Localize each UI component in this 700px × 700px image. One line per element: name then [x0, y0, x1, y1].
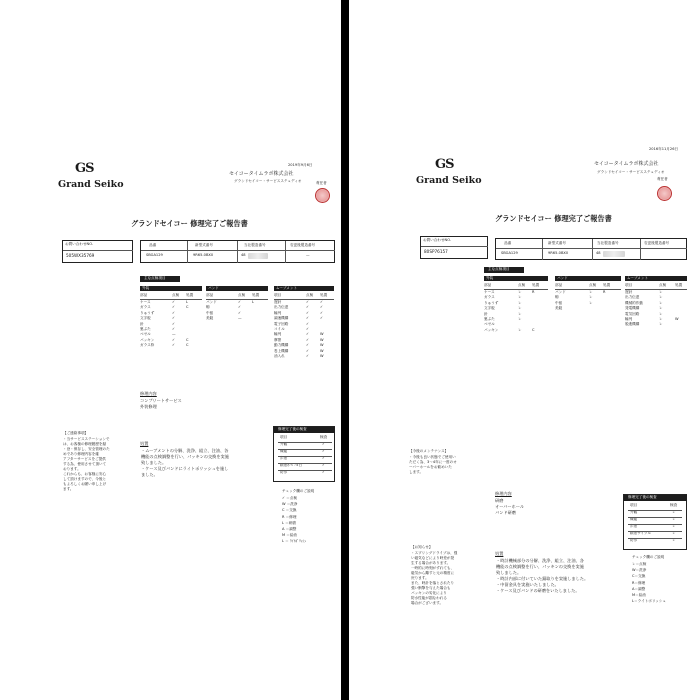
table-row-label: ガラス枠	[140, 343, 155, 348]
treatment-line: ・時計機械部分の分解、洗浄、組立、注油、各	[496, 558, 584, 563]
table-header: 項目	[625, 283, 633, 287]
table-row-mark: レ	[589, 300, 593, 305]
table-row-label: コイル	[274, 327, 285, 331]
contact-line: は、お客様の修理履歴を録	[63, 442, 107, 446]
table-row-mark: C	[186, 337, 189, 342]
inquiry-number: 505WX35769	[66, 253, 95, 258]
final-inspection-header	[274, 427, 335, 433]
table-row-label: 文字板	[484, 306, 495, 311]
legend-item: C＝交換	[632, 574, 646, 579]
table-row-mark: W	[320, 354, 324, 358]
final-row-mark: レ	[672, 517, 676, 521]
table-row-label: 駒	[206, 305, 210, 310]
treatment-line: 致しました。	[496, 570, 522, 575]
company-name: セイコータイムラボ株式会社	[229, 171, 294, 177]
contact-line: これからも、お客様に安心	[63, 472, 107, 476]
exterior-title: 外装	[142, 286, 150, 290]
legend-item: W＝洗浄	[632, 568, 647, 573]
table-row-mark: レ	[518, 300, 522, 305]
company-subtitle: グランドセイコー・サービスステュディオ	[597, 170, 665, 174]
notice-line: 戻ります。	[411, 576, 429, 580]
table-row-mark: W	[320, 337, 324, 342]
table-row-label: 裏ぶた	[484, 317, 495, 321]
legend-item: A ＝調整	[282, 527, 297, 531]
movement-title: ムーブメント	[276, 286, 298, 290]
final-inspection-table	[623, 494, 687, 550]
treatment-line: ・ムーブメントの分解、洗浄、組立、注油、各	[141, 448, 229, 453]
final-row-label: 精度サイクル	[630, 531, 652, 535]
report-date: 2016年11月26日	[649, 147, 679, 151]
table-row-mark: W	[675, 317, 679, 321]
table-header: 点検	[518, 283, 526, 287]
repair-line: 研磨	[495, 498, 504, 503]
redacted-serial	[603, 251, 625, 257]
legend-item: R＝修理	[632, 580, 646, 585]
notice-line: パッキンの劣化により	[411, 591, 447, 595]
caliber-number: 9R65-0BX0	[548, 251, 569, 255]
table-row-mark: W	[320, 348, 324, 353]
table-row-label: 遅針	[625, 290, 633, 294]
table-row-label: 針	[484, 311, 488, 316]
table-row-mark: レ	[589, 295, 593, 300]
table-row-mark: —	[172, 332, 176, 337]
contact-line: ます。	[63, 487, 74, 491]
table-row-label: 針	[140, 321, 144, 326]
section-header-bar	[484, 267, 524, 273]
final-row-mark: ✓	[322, 470, 326, 474]
grand-seiko-logo-mark: GS	[435, 157, 454, 172]
table-row-mark: C	[186, 305, 189, 310]
table-header: 処置	[186, 293, 194, 297]
table-row-mark: レ	[659, 317, 663, 321]
table-row-label: 裏ぶた	[140, 327, 151, 331]
table-row-mark: レ	[659, 322, 663, 327]
model-number: SBGA129	[501, 251, 518, 255]
notice-line: 磁気から離すと元の精度に	[411, 571, 455, 575]
notice-line: 強い衝撃を与えた場合も	[411, 586, 451, 590]
table-row-mark: ✓	[172, 300, 176, 304]
table-row-mark: ✓	[320, 316, 324, 321]
table-row-mark: レ	[659, 290, 663, 294]
notice-line: 生する場合があります。	[411, 561, 451, 565]
section-main-label: 主な点検項目	[144, 276, 166, 280]
table-row-label: 中留	[206, 310, 214, 315]
repair-line: 外装修理	[140, 404, 157, 409]
table-header: 点検	[172, 293, 180, 297]
notice-line: 一時的に時刻がずれても、	[411, 566, 455, 570]
treatment-line: ・時計内部に付いていた錆取りを実施しました。	[496, 576, 589, 581]
movement-title: ムーブメント	[627, 276, 649, 280]
band-header	[555, 276, 621, 281]
table-row-label: 動力機構	[274, 343, 289, 348]
table-row-mark: ✓	[306, 332, 310, 337]
caliber-number: 9R65-0BX0	[193, 253, 214, 257]
contact-line: めであり修理内容を確	[63, 452, 99, 456]
inquiry-box	[62, 240, 133, 263]
table-row-label: 遅針	[274, 300, 282, 304]
final-row-mark: レ	[672, 538, 676, 542]
product-info-table	[495, 238, 687, 260]
table-row-label: 中留	[555, 300, 563, 305]
table-row-label: ベゼル	[484, 322, 495, 327]
final-row-label: 歩度	[280, 456, 288, 460]
table-row-mark: レ	[659, 306, 663, 311]
table-row-mark: レ	[659, 300, 663, 305]
band-header	[206, 286, 268, 291]
company-subtitle: グランドセイコー・サービスステュディオ	[234, 179, 302, 183]
treatment-label: 処置	[495, 551, 504, 556]
exterior-header	[484, 276, 548, 281]
table-row-mark: ✓	[320, 300, 324, 304]
table-row-mark: ✓	[320, 305, 324, 310]
table-row-mark: L	[186, 300, 189, 304]
legend-item: M＝給油	[632, 593, 646, 597]
table-header: 処置	[603, 283, 611, 287]
seal-label: 責任者	[316, 181, 327, 185]
repair-content-label: 修理内容	[495, 491, 512, 496]
table-header: 項目	[274, 293, 282, 297]
final-row-mark: レ	[672, 510, 676, 514]
notice-line: い磁気などにより時差が発	[411, 556, 455, 560]
table-header: 処置	[532, 283, 540, 287]
movement-header	[274, 286, 334, 291]
inquiry-box	[420, 236, 488, 259]
table-row-mark: L	[252, 300, 255, 304]
info-header: 変更後製造番号	[290, 243, 316, 247]
legend-title: チェック欄のご説明	[282, 489, 315, 493]
table-header: 点検	[238, 293, 246, 297]
table-row-label: ガラス	[484, 295, 495, 300]
table-header: 処置	[252, 293, 260, 297]
contact-line: して頂けますので、今後と	[63, 477, 107, 481]
maintenance-title: 【今後のメンテナンス】	[409, 449, 449, 453]
table-header: 部品	[140, 293, 148, 297]
maintenance-line: ただく為、3〜4年に一度のオ	[409, 460, 457, 464]
treatment-line: 機能の点検調整を行い、パッキンの交換を実施	[496, 564, 584, 569]
table-row-label: 輪列	[274, 332, 282, 337]
table-row-label: 文字板	[140, 316, 151, 321]
table-row-mark: レ	[518, 306, 522, 311]
final-row-label: 外観	[630, 510, 638, 514]
info-header: 新型式番号	[195, 243, 213, 247]
table-row-label: 巻上機構	[274, 348, 289, 353]
table-header: 処置	[320, 293, 328, 297]
final-row-mark: ✓	[322, 449, 326, 453]
info-header: 当社製造番号	[597, 241, 619, 245]
table-row-label: 摩擦	[274, 337, 282, 342]
band-title: バンド	[208, 286, 219, 290]
treatment-label: 処置	[140, 441, 149, 446]
table-row-mark: レ	[659, 295, 663, 300]
table-header: 部品	[555, 283, 563, 287]
repair-content-label: 修理内容	[140, 391, 157, 396]
final-row-mark: レ	[672, 524, 676, 528]
table-row-mark: ✓	[172, 316, 176, 321]
table-row-label: 調速機構	[274, 316, 289, 321]
new-serial-number: —	[306, 253, 310, 257]
table-header: 点検	[306, 293, 314, 297]
table-row-mark: C	[186, 343, 189, 348]
legend-item: L ＝研磨	[282, 520, 296, 525]
table-row-mark: レ	[589, 290, 593, 294]
table-row-mark: ✓	[306, 348, 310, 353]
contact-line: ・登・保存し、安全管理のた	[63, 447, 110, 451]
table-row-mark: ✓	[172, 337, 176, 342]
divider	[341, 0, 349, 700]
legend-item: W ＝洗浄	[282, 502, 298, 507]
report-sheet-2016	[349, 0, 700, 700]
table-row-mark: R	[532, 290, 535, 294]
notice-line: ・スプリングドライブは、強	[411, 551, 458, 555]
repair-line: コンプリートサービス	[140, 398, 182, 403]
final-row-label: 防水	[630, 538, 638, 542]
table-header: 処置	[675, 283, 683, 287]
band-title: バンド	[557, 276, 568, 280]
contact-title: 【ご連絡事項】	[63, 431, 89, 435]
legend-item: L ＝ ﾗｲﾄﾎﾟﾘｯｼｭ	[282, 539, 307, 544]
table-row-label: 輪列	[274, 310, 282, 315]
table-row-mark: ✓	[238, 305, 242, 310]
table-row-label: ケース	[484, 290, 495, 294]
contact-line: する為、使用させて頂いて	[63, 462, 107, 466]
final-row-label: 精度ｵｰﾊﾞｰ5日	[280, 463, 303, 467]
table-row-mark: R	[603, 290, 606, 294]
table-row-mark: W	[320, 343, 324, 348]
final-header: 検査	[670, 503, 678, 507]
movement-header	[625, 276, 687, 281]
table-row-label: ガラス	[140, 305, 151, 310]
notice-title: 【お知らせ】	[411, 545, 433, 549]
table-row-mark: ✓	[306, 305, 310, 310]
product-info-table	[140, 240, 335, 263]
table-row-label: パッキン	[484, 327, 499, 332]
table-row-label: 輪列	[625, 317, 633, 321]
table-row-mark: ✓	[238, 300, 242, 304]
grand-seiko-logo-name: Grand Seiko	[416, 175, 482, 186]
table-row-mark: ✓	[306, 316, 310, 321]
table-row-label: 駒	[555, 295, 559, 300]
report-title: グランドセイコー 修理完了ご報告書	[131, 219, 248, 228]
table-row-mark: ✓	[320, 310, 324, 315]
exterior-header	[140, 286, 202, 291]
maintenance-line: します。	[409, 470, 424, 474]
table-row-mark: レ	[518, 295, 522, 300]
inquiry-label: お問い合わせNO.	[65, 242, 94, 246]
final-row-label: 外観	[280, 442, 288, 446]
table-row-mark: ✓	[172, 327, 176, 331]
grand-seiko-logo-mark: GS	[75, 161, 94, 176]
table-row-mark: ✓	[306, 310, 310, 315]
table-row-label: 油入れ	[274, 354, 285, 358]
final-inspection-header	[624, 495, 687, 501]
grand-seiko-logo-name: Grand Seiko	[58, 179, 124, 190]
table-row-label: 機械的作動	[625, 300, 643, 305]
maintenance-line: ーバーホールをお勧めいた	[409, 465, 452, 469]
treatment-line: ・ケース及びバンドにライトポリッシュを施し	[141, 466, 229, 471]
exterior-title: 外装	[486, 276, 494, 280]
legend-item: L＝ライトポリッシュ	[632, 599, 667, 604]
notice-line: 防水性能が損なわれる	[411, 596, 447, 600]
table-row-label: りゅうず	[484, 300, 499, 305]
seal-label: 責任者	[657, 177, 668, 181]
info-header: 品番	[149, 243, 157, 247]
info-header: 変更後製造番号	[644, 241, 670, 245]
notice-line: また、時計を落とされたり	[411, 581, 455, 585]
responsible-seal-stamp	[657, 186, 672, 201]
report-title: グランドセイコー 修理完了ご報告書	[495, 214, 612, 223]
table-row-mark: ✓	[172, 310, 176, 315]
final-row-mark: ✓	[322, 463, 326, 467]
info-header: 品番	[504, 241, 512, 245]
table-row-label: 美錠	[555, 306, 563, 311]
final-row-label: 機能	[280, 449, 288, 453]
responsible-seal-stamp	[315, 188, 330, 203]
table-row-label: りゅうず	[140, 310, 155, 315]
final-inspection-title: 修理完了後の検査	[628, 495, 657, 499]
inquiry-number: 80SP76157	[424, 249, 448, 254]
table-header: 点検	[659, 283, 667, 287]
table-row-mark: レ	[518, 327, 522, 332]
model-number: SBGA129	[146, 253, 163, 257]
table-row-label: 電子回路	[274, 321, 289, 326]
table-row-mark: ✓	[172, 343, 176, 348]
table-header: 部品	[206, 293, 214, 297]
table-row-label: 出力伝達	[625, 295, 640, 300]
table-row-label: 美錠	[206, 316, 214, 321]
table-row-mark: ✓	[306, 300, 310, 304]
contact-line: もよろしくお願い申し上げ	[63, 482, 107, 486]
legend-item: R ＝修理	[282, 514, 297, 519]
section-main-label: 主な点検項目	[488, 267, 510, 271]
treatment-line: 致しました。	[141, 460, 167, 465]
treatment-line: ました。	[141, 472, 158, 477]
table-row-mark: ✓	[306, 337, 310, 342]
final-row-label: 機能	[630, 517, 638, 521]
legend-item: M ＝給油	[282, 533, 298, 538]
final-inspection-table	[273, 426, 335, 482]
report-date: 2019年9月6日	[288, 163, 313, 167]
legend-item: C ＝交換	[282, 508, 297, 513]
table-row-label: バンド	[555, 290, 566, 294]
final-header: 項目	[280, 435, 288, 439]
legend-item: レ＝点検	[632, 562, 647, 566]
final-row-mark: ✓	[322, 442, 326, 446]
redacted-serial	[248, 253, 268, 259]
table-row-mark: —	[238, 316, 242, 321]
table-row-mark: ✓	[172, 305, 176, 310]
final-row-mark: レ	[672, 531, 676, 535]
info-header: 新型式番号	[548, 241, 566, 245]
table-row-mark: ✓	[306, 343, 310, 348]
final-row-label: 歩度	[630, 524, 638, 528]
contact-line: アフターサービスをご提供	[63, 457, 106, 461]
legend-item: ✓ ＝点検	[282, 496, 297, 500]
legend-title: チェック欄のご説明	[632, 555, 665, 559]
company-name: セイコータイムラボ株式会社	[594, 161, 659, 167]
table-row-mark: ✓	[306, 327, 310, 331]
notice-line: 場合がございます。	[411, 601, 444, 605]
table-header: 点検	[589, 283, 597, 287]
legend-item: A＝調整	[632, 586, 646, 591]
table-row-mark: レ	[518, 290, 522, 294]
table-row-mark: レ	[659, 311, 663, 316]
table-row-mark: ✓	[306, 321, 310, 326]
table-row-mark: レ	[518, 311, 522, 316]
table-row-mark: ✓	[306, 354, 310, 358]
table-row-label: バンド	[206, 300, 217, 304]
table-row-label: パッキン	[140, 337, 155, 342]
serial-number: 48	[241, 253, 246, 257]
table-row-label: ケース	[140, 300, 151, 304]
info-header: 当社製造番号	[244, 243, 266, 247]
contact-line: ・当サービスステーションで	[63, 437, 110, 441]
final-header: 検査	[320, 435, 328, 439]
table-header: 部品	[484, 283, 492, 287]
table-row-label: 脱進機構	[625, 322, 640, 327]
final-row-mark: ✓	[322, 456, 326, 460]
table-row-label: 発電機構	[625, 306, 640, 311]
serial-number: 48	[596, 251, 601, 255]
table-row-mark: C	[532, 327, 535, 332]
treatment-line: 機能の点検調整を行い、パッキンの交換を実施	[141, 454, 229, 459]
repair-line: オーバーホール	[495, 504, 525, 509]
final-row-label: 防水	[280, 470, 288, 474]
treatment-line: ・ケース及びバンドの研磨をいたしました。	[496, 588, 580, 593]
table-row-mark: ✓	[238, 310, 242, 315]
treatment-line: ・中留金具を実施いたしました。	[496, 582, 559, 587]
final-inspection-title: 修理完了後の検査	[278, 427, 307, 431]
table-row-mark: ✓	[172, 321, 176, 326]
table-row-mark: W	[320, 332, 324, 337]
table-row-label: 電気回路	[625, 311, 640, 316]
maintenance-line: ・今後も良い状態でご使用い	[409, 455, 456, 459]
inquiry-label: お問い合わせNO.	[423, 238, 452, 242]
report-sheet-2019	[0, 0, 341, 700]
section-header-bar	[140, 276, 180, 282]
final-header: 項目	[630, 503, 638, 507]
table-row-mark: レ	[518, 317, 522, 321]
table-row-label: ベゼル	[140, 332, 151, 337]
repair-line: バンド研磨	[495, 510, 516, 515]
table-row-label: 出力伝達	[274, 305, 289, 310]
contact-line: おります。	[63, 467, 81, 471]
